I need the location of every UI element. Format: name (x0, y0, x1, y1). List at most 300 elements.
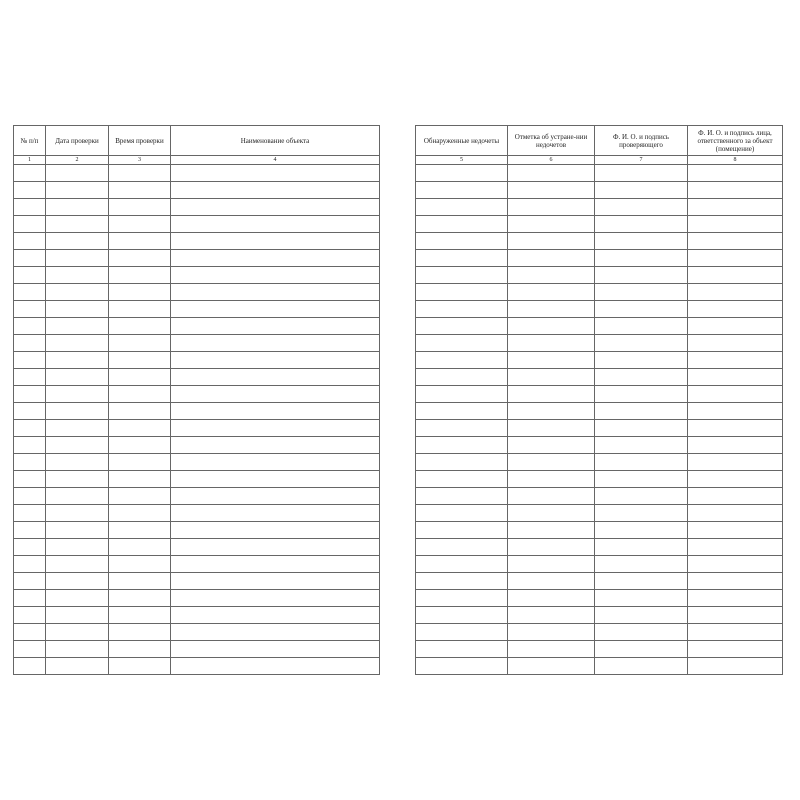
table-row (416, 624, 782, 641)
table-row (416, 182, 782, 199)
table-cell (595, 199, 688, 215)
table-cell (14, 250, 46, 266)
table-cell (508, 488, 595, 504)
table-cell (416, 454, 508, 470)
table-cell (46, 641, 109, 657)
table-row (416, 318, 782, 335)
table-cell (508, 624, 595, 640)
table-cell (46, 386, 109, 402)
table-row (14, 607, 379, 624)
table-cell (688, 454, 782, 470)
table-cell (46, 284, 109, 300)
table-cell (171, 335, 379, 351)
table-cell (171, 301, 379, 317)
table-row (416, 335, 782, 352)
table-cell (416, 556, 508, 572)
table-cell (688, 522, 782, 538)
table-cell (508, 233, 595, 249)
table-cell (14, 573, 46, 589)
col-number: 8 (733, 156, 737, 163)
table-cell (688, 182, 782, 198)
table-cell (109, 488, 171, 504)
table-cell (416, 607, 508, 623)
table-cell (508, 573, 595, 589)
table-cell (416, 522, 508, 538)
table-row (416, 352, 782, 369)
table-cell (109, 641, 171, 657)
table-cell (46, 590, 109, 606)
table-cell (416, 216, 508, 232)
table-cell (46, 573, 109, 589)
table-cell (595, 488, 688, 504)
table-cell (688, 250, 782, 266)
table-cell (109, 216, 171, 232)
table-cell (46, 182, 109, 198)
table-row (14, 522, 379, 539)
table-cell (14, 420, 46, 436)
table-cell (46, 624, 109, 640)
table-cell (109, 403, 171, 419)
table-cell (109, 420, 171, 436)
table-cell (416, 386, 508, 402)
table-cell (171, 454, 379, 470)
left-column-number-row (14, 156, 379, 165)
table-row (14, 386, 379, 403)
table-cell (171, 488, 379, 504)
table-cell (508, 352, 595, 368)
table-cell (595, 284, 688, 300)
table-cell (595, 607, 688, 623)
table-cell (109, 318, 171, 334)
table-cell (416, 301, 508, 317)
table-cell (109, 658, 171, 674)
table-cell (109, 573, 171, 589)
table-cell (171, 539, 379, 555)
table-cell (416, 658, 508, 674)
table-cell (508, 301, 595, 317)
col-header-defects-found: Обнаруженные недочеты (416, 126, 508, 155)
table-cell (416, 284, 508, 300)
table-cell (688, 573, 782, 589)
table-row (416, 522, 782, 539)
table-cell (688, 216, 782, 232)
table-row (416, 267, 782, 284)
table-row (416, 590, 782, 607)
table-cell (595, 352, 688, 368)
table-cell (14, 641, 46, 657)
table-cell (595, 573, 688, 589)
table-row (416, 165, 782, 182)
col-header-inspector-signature: Ф. И. О. и подпись проверяющего (595, 126, 688, 155)
table-cell (109, 182, 171, 198)
table-row (416, 284, 782, 301)
table-cell (109, 437, 171, 453)
table-cell (14, 199, 46, 215)
table-cell (508, 199, 595, 215)
table-cell (688, 352, 782, 368)
table-cell (595, 641, 688, 657)
table-cell (595, 471, 688, 487)
table-cell (46, 250, 109, 266)
table-cell (595, 386, 688, 402)
col-header-responsible-person-signature: Ф. И. О. и подпись лица, ответственного за объект (помещение) (697, 128, 773, 153)
table-cell (109, 267, 171, 283)
table-cell (14, 216, 46, 232)
table-cell (595, 182, 688, 198)
table-cell (109, 284, 171, 300)
table-row (14, 267, 379, 284)
table-cell (109, 165, 171, 181)
table-row (416, 420, 782, 437)
table-cell (595, 233, 688, 249)
table-cell (508, 539, 595, 555)
table-cell (109, 556, 171, 572)
table-cell (416, 403, 508, 419)
table-cell (46, 505, 109, 521)
table-row (14, 199, 379, 216)
table-cell (688, 199, 782, 215)
col-number: 7 (595, 156, 688, 164)
table-cell (171, 590, 379, 606)
table-cell (688, 284, 782, 300)
table-cell (508, 284, 595, 300)
table-cell (14, 233, 46, 249)
table-row (14, 403, 379, 420)
table-cell (14, 607, 46, 623)
table-cell (171, 352, 379, 368)
table-cell (688, 590, 782, 606)
table-cell (595, 165, 688, 181)
table-row (14, 284, 379, 301)
table-cell (46, 165, 109, 181)
table-row (14, 301, 379, 318)
table-cell (416, 420, 508, 436)
table-row (416, 505, 782, 522)
table-cell (688, 505, 782, 521)
table-cell (46, 522, 109, 538)
table-cell (508, 250, 595, 266)
table-cell (171, 505, 379, 521)
table-cell (688, 369, 782, 385)
table-cell (109, 335, 171, 351)
table-cell (688, 403, 782, 419)
table-cell (46, 658, 109, 674)
table-cell (46, 403, 109, 419)
table-cell (46, 199, 109, 215)
table-cell (595, 403, 688, 419)
col-number: 4 (273, 156, 277, 163)
table-row (14, 369, 379, 386)
table-row (416, 369, 782, 386)
table-cell (171, 216, 379, 232)
table-cell (46, 556, 109, 572)
left-page-table (13, 125, 380, 675)
col-header-defects-fixed-mark: Отметка об устране-нии недочетов (508, 126, 595, 155)
table-cell (508, 216, 595, 232)
table-cell (46, 539, 109, 555)
table-cell (508, 386, 595, 402)
col-number: 6 (508, 156, 595, 164)
col-number: 3 (109, 156, 171, 164)
table-cell (171, 199, 379, 215)
table-cell (416, 471, 508, 487)
table-cell (171, 165, 379, 181)
table-cell (688, 539, 782, 555)
table-row (14, 471, 379, 488)
table-cell (508, 318, 595, 334)
table-row (14, 539, 379, 556)
table-cell (688, 556, 782, 572)
table-row (416, 556, 782, 573)
table-cell (46, 471, 109, 487)
table-cell (109, 590, 171, 606)
table-cell (508, 403, 595, 419)
table-cell (14, 658, 46, 674)
table-cell (416, 369, 508, 385)
table-cell (46, 335, 109, 351)
right-header-row (416, 126, 782, 156)
table-cell (14, 471, 46, 487)
table-cell (46, 233, 109, 249)
col-number: 5 (416, 156, 508, 164)
table-cell (14, 369, 46, 385)
table-cell (46, 437, 109, 453)
table-cell (14, 403, 46, 419)
table-cell (171, 658, 379, 674)
table-cell (14, 522, 46, 538)
table-cell (14, 335, 46, 351)
table-cell (595, 301, 688, 317)
col-header-inspection-time: Время проверки (109, 126, 171, 155)
table-cell (595, 590, 688, 606)
table-row (14, 624, 379, 641)
table-cell (14, 386, 46, 402)
table-cell (595, 556, 688, 572)
table-cell (109, 386, 171, 402)
table-row (14, 216, 379, 233)
table-cell (14, 284, 46, 300)
table-cell (508, 165, 595, 181)
table-cell (46, 454, 109, 470)
table-cell (595, 624, 688, 640)
table-row (14, 420, 379, 437)
table-cell (688, 318, 782, 334)
table-cell (171, 437, 379, 453)
table-cell (595, 420, 688, 436)
table-cell (688, 437, 782, 453)
table-cell (46, 318, 109, 334)
table-cell (508, 590, 595, 606)
table-cell (508, 454, 595, 470)
table-row (416, 301, 782, 318)
table-cell (416, 573, 508, 589)
table-cell (171, 318, 379, 334)
table-cell (14, 539, 46, 555)
table-row (14, 658, 379, 674)
right-page-table (415, 125, 783, 675)
table-row (416, 199, 782, 216)
table-cell (46, 369, 109, 385)
table-cell (508, 437, 595, 453)
table-cell (508, 556, 595, 572)
table-cell (14, 556, 46, 572)
table-cell (508, 658, 595, 674)
table-cell (416, 267, 508, 283)
table-cell (595, 505, 688, 521)
table-row (14, 437, 379, 454)
table-cell (416, 505, 508, 521)
table-cell (508, 267, 595, 283)
table-cell (46, 352, 109, 368)
table-cell (416, 624, 508, 640)
table-row (14, 454, 379, 471)
table-row (14, 165, 379, 182)
table-row (14, 318, 379, 335)
table-cell (508, 471, 595, 487)
table-cell (171, 573, 379, 589)
table-cell (595, 454, 688, 470)
table-row (14, 573, 379, 590)
table-row (14, 182, 379, 199)
table-cell (416, 165, 508, 181)
table-cell (688, 488, 782, 504)
table-cell (109, 607, 171, 623)
table-row (416, 403, 782, 420)
table-cell (109, 369, 171, 385)
table-cell (595, 267, 688, 283)
table-cell (688, 267, 782, 283)
table-row (416, 233, 782, 250)
col-header-inspection-date: Дата проверки (46, 126, 109, 155)
table-cell (595, 658, 688, 674)
table-cell (14, 182, 46, 198)
table-cell (109, 199, 171, 215)
table-cell (508, 607, 595, 623)
table-cell (46, 607, 109, 623)
table-cell (14, 301, 46, 317)
table-row (416, 658, 782, 674)
table-cell (171, 607, 379, 623)
table-cell (688, 301, 782, 317)
table-row (14, 335, 379, 352)
table-cell (416, 641, 508, 657)
table-cell (595, 437, 688, 453)
table-cell (171, 182, 379, 198)
col-number: 1 (14, 156, 46, 164)
table-cell (416, 250, 508, 266)
table-cell (109, 539, 171, 555)
table-row (416, 573, 782, 590)
table-cell (688, 335, 782, 351)
table-cell (595, 369, 688, 385)
table-cell (416, 437, 508, 453)
table-cell (171, 267, 379, 283)
table-cell (595, 250, 688, 266)
table-cell (416, 488, 508, 504)
table-cell (508, 335, 595, 351)
table-cell (109, 233, 171, 249)
table-cell (171, 403, 379, 419)
table-cell (416, 182, 508, 198)
table-row (416, 488, 782, 505)
table-cell (508, 182, 595, 198)
table-cell (508, 369, 595, 385)
table-cell (688, 471, 782, 487)
left-header-row (14, 126, 379, 156)
table-cell (416, 199, 508, 215)
table-cell (171, 284, 379, 300)
table-cell (171, 250, 379, 266)
table-row (14, 233, 379, 250)
table-cell (508, 522, 595, 538)
table-cell (109, 522, 171, 538)
table-cell (109, 352, 171, 368)
table-cell (171, 624, 379, 640)
table-row (14, 488, 379, 505)
table-row (416, 386, 782, 403)
table-cell (14, 454, 46, 470)
table-row (416, 250, 782, 267)
table-cell (14, 624, 46, 640)
table-row (14, 556, 379, 573)
col-header-number: № п/п (14, 126, 46, 155)
table-cell (688, 658, 782, 674)
table-cell (171, 420, 379, 436)
table-cell (46, 267, 109, 283)
table-cell (14, 165, 46, 181)
table-cell (14, 590, 46, 606)
table-row (416, 437, 782, 454)
table-row (416, 539, 782, 556)
table-cell (109, 471, 171, 487)
table-cell (14, 352, 46, 368)
table-cell (14, 318, 46, 334)
table-cell (46, 216, 109, 232)
table-cell (595, 216, 688, 232)
table-cell (109, 301, 171, 317)
table-row (14, 641, 379, 658)
table-cell (595, 522, 688, 538)
table-cell (46, 420, 109, 436)
table-cell (688, 233, 782, 249)
table-row (416, 216, 782, 233)
table-cell (416, 233, 508, 249)
table-cell (171, 641, 379, 657)
table-cell (416, 335, 508, 351)
table-cell (46, 301, 109, 317)
table-cell (109, 250, 171, 266)
table-cell (688, 624, 782, 640)
table-cell (688, 165, 782, 181)
table-cell (508, 420, 595, 436)
table-row (416, 454, 782, 471)
table-cell (416, 590, 508, 606)
table-cell (416, 318, 508, 334)
table-cell (508, 505, 595, 521)
table-cell (14, 267, 46, 283)
table-cell (688, 607, 782, 623)
table-cell (109, 624, 171, 640)
table-row (14, 590, 379, 607)
table-cell (595, 318, 688, 334)
table-row (14, 505, 379, 522)
right-table-body (416, 165, 782, 674)
right-column-number-row (416, 156, 782, 165)
table-row (416, 471, 782, 488)
table-row (416, 607, 782, 624)
table-row (14, 352, 379, 369)
table-cell (171, 233, 379, 249)
